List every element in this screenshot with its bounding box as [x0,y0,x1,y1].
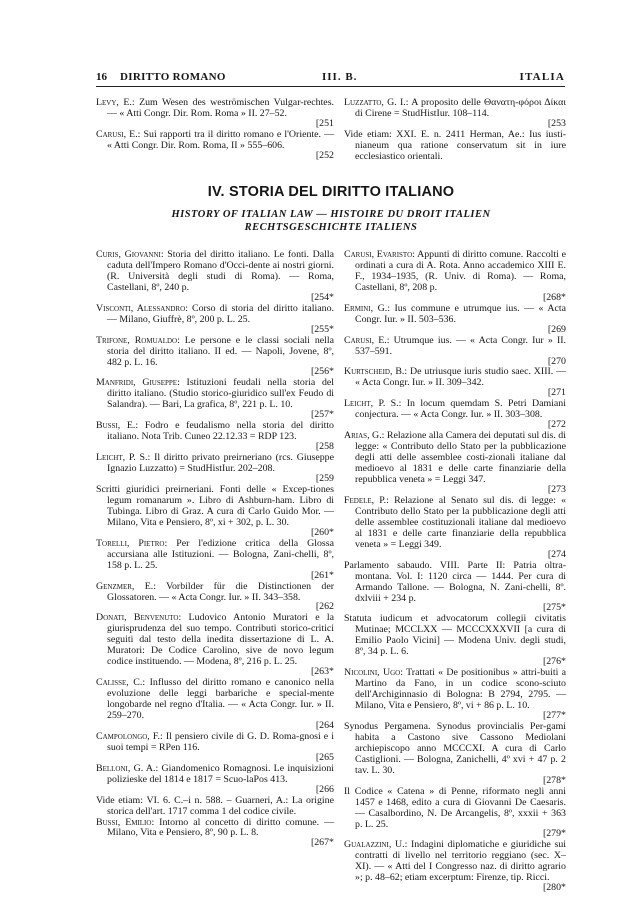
entry-text: Relazione alla Camera dei deputati sul dis. di legge: « Contributo dello Stato per la pubblicazione degli atti delle assemblee costi-zionali italiane dal medioevo al 1831 e delle carte finanziarie della repubblica veneta » = Leggi 347. [355,430,566,486]
bibliography-entry [344,668,566,722]
bibliography-entry [344,840,566,894]
entry-text: Vide etiam: XXI. E. n. 2411 Herman, Ae.: Ius iusti-nianeum qua ratione conservatum sit in iure ecclesiastico orientali. [344,128,566,162]
bibliography-entry [344,250,566,304]
entry-text: Intorno al concetto di diritto comune. — Milano, Vita e Pensiero, 8º, 90 p. L. 8. [107,816,334,839]
entry-text: Synodus Pergamena. Synodus provincialis Per-gami habita a Castono sive Cassono Mediolani archiepiscopo anno MCCCXI. A cura di Carlo Castiglioni. — Bologna, Zanichelli, 4º xvi + 47 p. 2 tav. L. 30. [344,720,566,776]
entry-number: [278* [542,774,566,786]
entry-text: Zum Wesen des weströmischen Vulgar-rechtes. — « Atti Congr. Dir. Rom. Roma » II. 27–52. [107,97,335,119]
bibliography-entry [96,796,334,818]
entry-number: [274 [547,548,566,560]
entry-text: Ius commune e utrumque ius. — « Acta Congr. Iur. » II. 503–536. [355,302,567,325]
entry-number: [256* [310,366,334,378]
bibliography-entry [96,304,334,336]
entry-author: Bussi, Emilio: [96,816,155,828]
entry-text: Vorbilder für die Distinctionen der Glossatoren. — « Acta Congr. Iur. » II. 343–358. [107,580,335,603]
bibliography-entry [96,539,334,582]
entry-author: Luzzatto, G. I.: [344,97,409,108]
entry-number: [258 [315,441,334,453]
entry-text: Corso di storia del diritto italiano. — Milano, Giuffrè, 8º, 200 p. L. 25. [107,302,334,325]
entry-number: [265 [315,751,334,763]
entry-text: Istituzioni feudali nella storia del diritto italiano. (Studio storico-giuridico sull'ex Feudo di Salandra). — Bari, La grafica, 8º, 221 p. L. 10. [107,377,335,411]
entry-number: [257* [310,409,334,421]
entry-author: Curis, Giovanni: [96,249,164,260]
top-entries-left [96,98,334,162]
bibliography-entry [344,130,566,163]
entries-right [344,250,566,894]
entry-number: [279* [542,828,566,840]
entry-text: Il diritto privato preirneriano (rcs. Giuseppe Ignazio Luzzatto) = StudHistIur. 202–208. [107,452,334,475]
entry-author: Arias, G.: [344,430,385,442]
entry-number: [261* [310,569,334,581]
bibliography-entry [96,421,334,453]
entry-text: Scritti giuridici preirneriani. Fonti delle « Excep-tiones legum romanarum ». Libro di Ashburn-ham. Libro di Tubinga. Libro di Graz. A cura di Carlo Guido Mor. — Milano, Vita e Pensiero, 8º, xi + 302, p. L. 30. [96,483,334,528]
entry-text: Indagini diplomatiche e giuridiche sui contratti di livello nel territorio reggiano (sec. X–XI). — « Atti del I Congresso naz. di diritto agrario »; p. 48–62; etiam excerptum: Firenze, tip. Ricci. [355,839,566,884]
section-title: IV. STORIA DEL DIRITTO ITALIANO [207,184,455,200]
bibliography-entry [96,378,334,421]
entry-number: [252 [315,149,334,161]
entry-number: [268* [542,291,566,303]
entry-text: Sui rapporti tra il diritto romano e l'Oriente. — « Atti Congr. Dir. Rom. Roma, II » 555–606. [107,128,334,151]
entry-text: In locum quemdam S. Petri Damiani conjectura. — « Acta Congr. Iur. » II. 303–308. [355,398,566,421]
bibliography-entry [344,336,566,368]
bibliography-entry [96,582,334,614]
bibliography-entry [96,453,334,485]
bibliography-entry [344,561,566,615]
bibliography-entry [344,496,566,561]
entry-author: Carusi, E.: [344,334,390,346]
entry-number: [254* [310,291,334,303]
bibliography-entry [344,614,566,668]
bibliography-entry [344,98,566,130]
entry-author: Torelli, Pietro: [96,537,168,549]
entry-author: Manfridi, Giuseppe: [96,377,180,389]
entry-author: Bussi, E.: [96,420,139,432]
entry-text: De utriusque iuris studio saec. XIII. — « Acta Congr. Iur. » II. 309–342. [355,366,566,389]
header-rule [96,86,565,87]
entry-number: [270 [547,355,566,367]
entry-author: Leicht, P. S.: [96,452,151,464]
entry-number: [271 [547,387,566,399]
section-subtitle-2: RECHTSGESCHICHTE ITALIENS [244,222,418,233]
entry-author: Nicolini, Ugo: [344,667,403,679]
bibliography-entry [344,399,566,431]
entry-number: [266 [315,783,334,795]
bibliography-entry [344,367,566,399]
entry-text: Trattati « De positionibus » attri-buiti a Martino da Fano, in un codice scono-sciuto dell'Archiginnasio di Bologna: B 2794, 2795. — Milano, Vita e Pensiero, 8º, vi + 86 p. L. 10. [355,667,567,712]
entry-text: Vide etiam: VI. 6. C.–i n. 588. – Guarneri, A.: La origine storica dell'art. 1717 comma 1 del codice civile. [96,794,334,817]
entry-number: [275* [542,602,566,614]
entry-author: Genzmer, E.: [96,580,156,592]
entry-author: Visconti, Alessandro: [96,302,188,314]
entry-text: Il pensiero civile di G. D. Roma-gnosi e i suoi tempi = RPen 116. [107,730,334,753]
running-header [96,71,565,85]
bibliography-entry [96,336,334,379]
entry-number: [259 [315,473,334,485]
entry-text: Per l'edizione critica della Glossa accursiana alle Istituzioni. — Bologna, Zani-chelli, 8º, 158 p. L. 25. [107,537,334,571]
entry-number: [276* [542,656,566,668]
page-number: 16 [96,71,107,83]
entry-author: Gualazzini, U.: [344,839,408,851]
entry-number: [260* [310,526,334,538]
entry-number: [264 [315,719,334,731]
entry-number: [267* [310,837,334,849]
header-section-code: III. B. [322,71,358,83]
bibliography-entry [344,304,566,336]
entries-left [96,250,334,849]
entry-author: Donati, Benvenuto: [96,612,182,624]
entry-author: Trifone, Romualdo: [96,334,180,346]
entry-text: Utrumque ius. — « Acta Congr. Iur » II. 537–591. [355,334,566,357]
entry-text: Storia del diritto italiano. Le fonti. Dalla caduta dell'Impero Romano d'Occi-dente ai nostri giorni. (R. Università degli studi di Roma). — Roma, Castellani, 8º, 240 p. [107,249,335,293]
entry-text: Relazione al Senato sul dis. di legge: « Contributo dello Stato per la pubblicazione degli atti delle assemblee costituzionali italiane dal medioevo al 1831 e delle carte finanziarie della repubblica veneta » = Leggi 349. [355,494,567,550]
header-section-title: DIRITTO ROMANO [120,71,226,83]
entry-text: Le persone e le classi sociali nella storia del diritto italiano. II ed. — Napoli, Jovene, 8º, 482 p. L. 16. [107,334,335,368]
bibliography-entry [344,787,566,841]
entry-author: Carusi, Evaristo: [344,249,415,260]
entry-author: Ermini, G.: [344,302,390,314]
entry-number: [255* [310,323,334,335]
bibliography-entry [96,818,334,850]
bibliography-entry [96,485,334,539]
top-entries-right [344,98,566,163]
entry-number: [251 [315,117,334,129]
bibliography-entry [96,130,334,162]
entry-text: Statuta iudicum et advocatorum collegii civitatis Mutinae; MCCLXX — MCCCXXXVII [a cura di Emilio Paolo Vicini] — Modena Univ. degli studi, 8º, 34 p. L. 6. [344,613,566,658]
entry-author: Fedele, P.: [344,494,389,506]
entry-author: Levy, E.: [96,97,135,108]
entry-text: A proposito delle Θανατη-φόροι Δίκαι di Cirene = StudHistIur. 108–114. [355,97,566,119]
entry-number: [272 [547,419,566,431]
entry-author: Calisse, C.: [96,677,146,689]
entry-number: [280* [542,882,566,894]
entry-text: Appunti di diritto comune. Raccolti e ordinati a cura di A. Rota. Anno accademico XIII E. F., 1934–1935, (R. Univ. di Roma). — Roma, Castellani, 8º, 208 p. [355,249,567,293]
entry-author: Leicht, P. S.: [344,398,402,410]
entry-text: Influsso del diritto romano e canonico nella evoluzione delle leggi barbariche e special-mente longobarde nel regno d'Italia. — « Acta Congr. Iur. » II. 259–270. [107,677,334,721]
bibliography-entry [96,613,334,678]
entry-author: Kurtscheid, B.: [344,366,408,378]
entry-number: [263* [310,666,334,678]
entry-number: [277* [542,709,566,721]
bibliography-entry [96,732,334,764]
entry-number: [269 [547,323,566,335]
bibliography-entry [96,764,334,796]
entry-text: Giandomenico Romagnosi. Le inquisizioni polizieske del 1814 e 1817 = Scuo-laPos 413. [107,762,334,785]
entry-text: Ludovico Antonio Muratori e la giurisprudenza del suo tempo. Contributi storico-critici seguiti dal testo della inedita dissertazione di L. A. Muratori: De Codice Carolino, sive de novo legum codice instituendo. — Modena, 8º, 216 p. L. 25. [107,612,335,668]
entry-text: Il Codice « Catena » di Penne, riformato negli anni 1457 e 1468, edito a cura di Giovanni De Caesaris. — Casalbordino, N. De Arcangelis, 8º, xxxii + 363 p. L. 25. [344,785,566,830]
bibliography-entry [344,431,566,496]
entry-author: Belloni, G. A.: [96,762,159,774]
entry-text: Parlamento sabaudo. VIII. Parte II: Patria oltra-montana. Vol. I: 1120 circa — 1444. Per cura di Armando Tallone. — Bologna, N. Zani-chelli, 8º. dxlviii + 234 p. [344,559,566,604]
bibliography-entry [344,722,566,787]
bibliography-entry [96,250,334,304]
entry-author: Campolongo, F.: [96,730,163,742]
entry-number: [253 [547,117,566,129]
section-subtitle-1: HISTORY OF ITALIAN LAW — HISTOIRE DU DROIT ITALIEN [171,209,491,220]
entry-author: Carusi, E.: [96,128,141,140]
entry-number: [262 [315,601,334,613]
entry-text: Fodro e feudalismo nella storia del diritto italiano. Nota Trib. Cuneo 22.12.33 = RDP 123. [107,420,334,443]
entry-number: [273 [547,483,566,495]
bibliography-entry [96,98,334,130]
bibliography-entry [96,678,334,732]
header-region: ITALIA [519,71,565,83]
